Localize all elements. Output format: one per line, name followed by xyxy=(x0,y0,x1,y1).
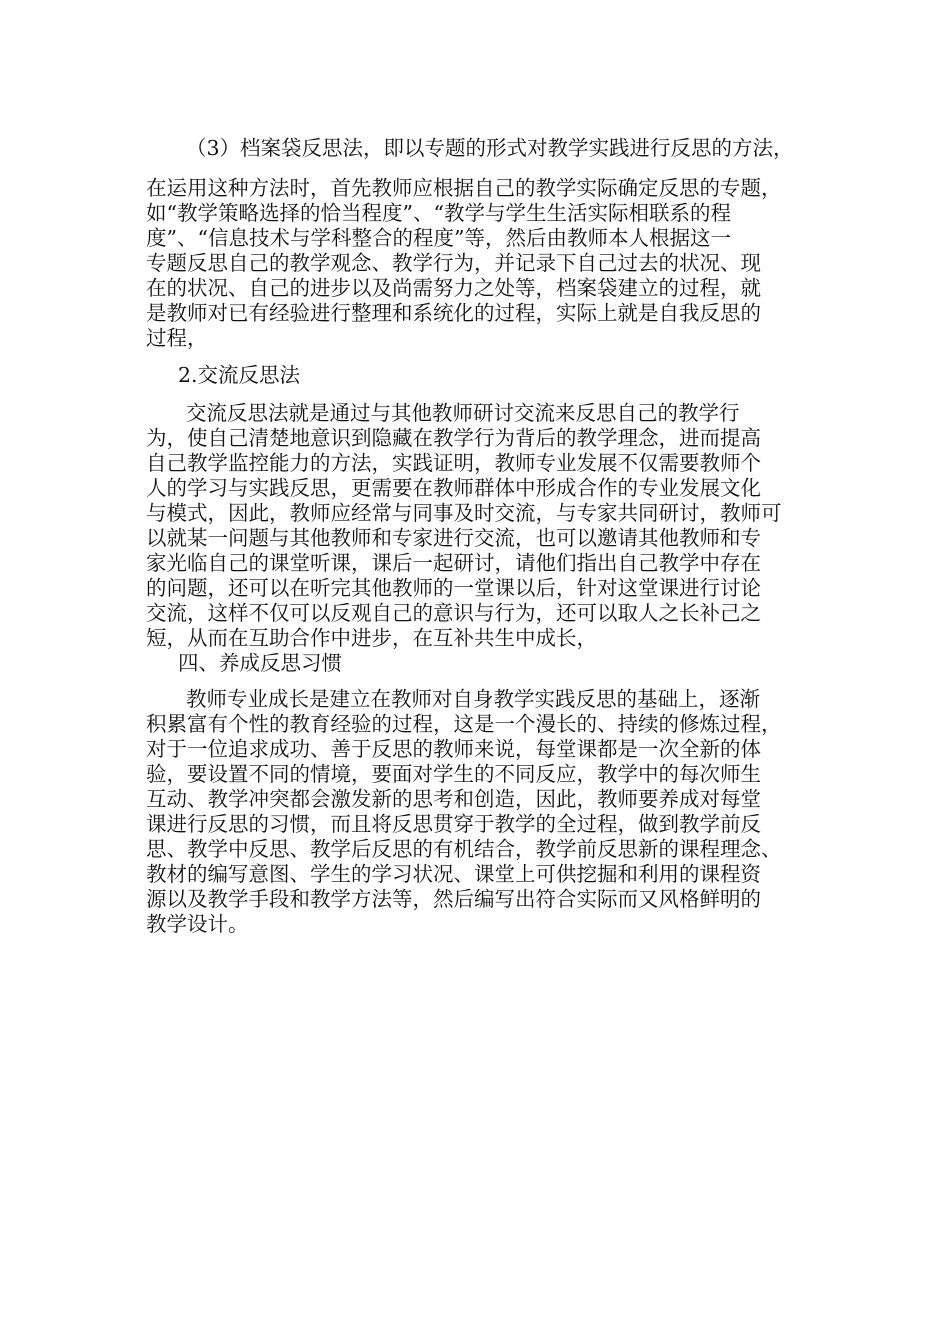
paragraph-line: 家光临自己的课堂听课，课后一起研讨，请他们指出自己教学中存在 xyxy=(146,551,761,575)
paragraph-line: 源以及教学手段和教学方法等，然后编写出符合实际而又风格鲜明的 xyxy=(146,887,761,911)
paragraph-line: 课进行反思的习惯，而且将反思贯穿于教学的全过程，做到教学前反 xyxy=(146,812,761,836)
paragraph-line: 短，从而在互助合作中进步，在互补共生中成长， xyxy=(146,626,597,650)
paragraph-line: 是教师对已有经验进行整理和系统化的过程，实际上就是自我反思的 xyxy=(146,301,761,325)
paragraph-line: 思、教学中反思、教学后反思的有机结合，教学前反思新的课程理念、 xyxy=(146,837,782,861)
section-heading: 四、养成反思习惯 xyxy=(178,651,342,675)
section-heading: 2.交流反思法 xyxy=(178,363,301,387)
paragraph-line: 人的学习与实践反思，更需要在教师群体中形成合作的专业发展文化 xyxy=(146,476,761,500)
paragraph-line: 的问题，还可以在听完其他教师的一堂课以后，针对这堂课进行讨论 xyxy=(146,576,761,600)
paragraph-line: 积累富有个性的教育经验的过程，这是一个漫长的、持续的修炼过程， xyxy=(146,712,782,736)
paragraph-line: 验，要设置不同的情境，要面对学生的不同反应，教学中的每次师生 xyxy=(146,762,761,786)
paragraph-line: 交流，这样不仅可以反观自己的意识与行为，还可以取人之长补己之 xyxy=(146,601,761,625)
paragraph-line: 教学设计。 xyxy=(146,912,249,936)
paragraph-line: 自己教学监控能力的方法，实践证明，教师专业发展不仅需要教师个 xyxy=(146,451,761,475)
paragraph-line: 度”、“信息技术与学科整合的程度”等，然后由教师本人根据这一 xyxy=(146,226,731,250)
paragraph-line: 过程， xyxy=(146,326,208,350)
paragraph-line: 与模式，因此，教师应经常与同事及时交流，与专家共同研讨，教师可 xyxy=(146,501,782,525)
paragraph-line: 如“教学策略选择的恰当程度”、“教学与学生生活实际相联系的程 xyxy=(146,201,731,225)
paragraph-line: 专题反思自己的教学观念、教学行为，并记录下自己过去的状况、现 xyxy=(146,251,761,275)
paragraph-line: 为，使自己清楚地意识到隐藏在教学行为背后的教学理念，进而提高 xyxy=(146,426,761,450)
paragraph-line: （3）档案袋反思法，即以专题的形式对教学实践进行反思的方法， xyxy=(186,136,794,160)
paragraph-line: 在运用这种方法时，首先教师应根据自己的教学实际确定反思的专题， xyxy=(146,176,782,200)
paragraph-line: 以就某一问题与其他教师和专家进行交流，也可以邀请其他教师和专 xyxy=(146,526,761,550)
paragraph-line: 互动、教学冲突都会激发新的思考和创造，因此，教师要养成对每堂 xyxy=(146,787,761,811)
paragraph-line: 教师专业成长是建立在教师对自身教学实践反思的基础上，逐渐 xyxy=(186,687,760,711)
paragraph-line: 交流反思法就是通过与其他教师研讨交流来反思自己的教学行 xyxy=(186,401,740,425)
paragraph-line: 在的状况、自己的进步以及尚需努力之处等，档案袋建立的过程，就 xyxy=(146,276,761,300)
paragraph-line: 对于一位追求成功、善于反思的教师来说，每堂课都是一次全新的体 xyxy=(146,737,761,761)
paragraph-line: 教材的编写意图、学生的学习状况、课堂上可供挖掘和利用的课程资 xyxy=(146,862,761,886)
